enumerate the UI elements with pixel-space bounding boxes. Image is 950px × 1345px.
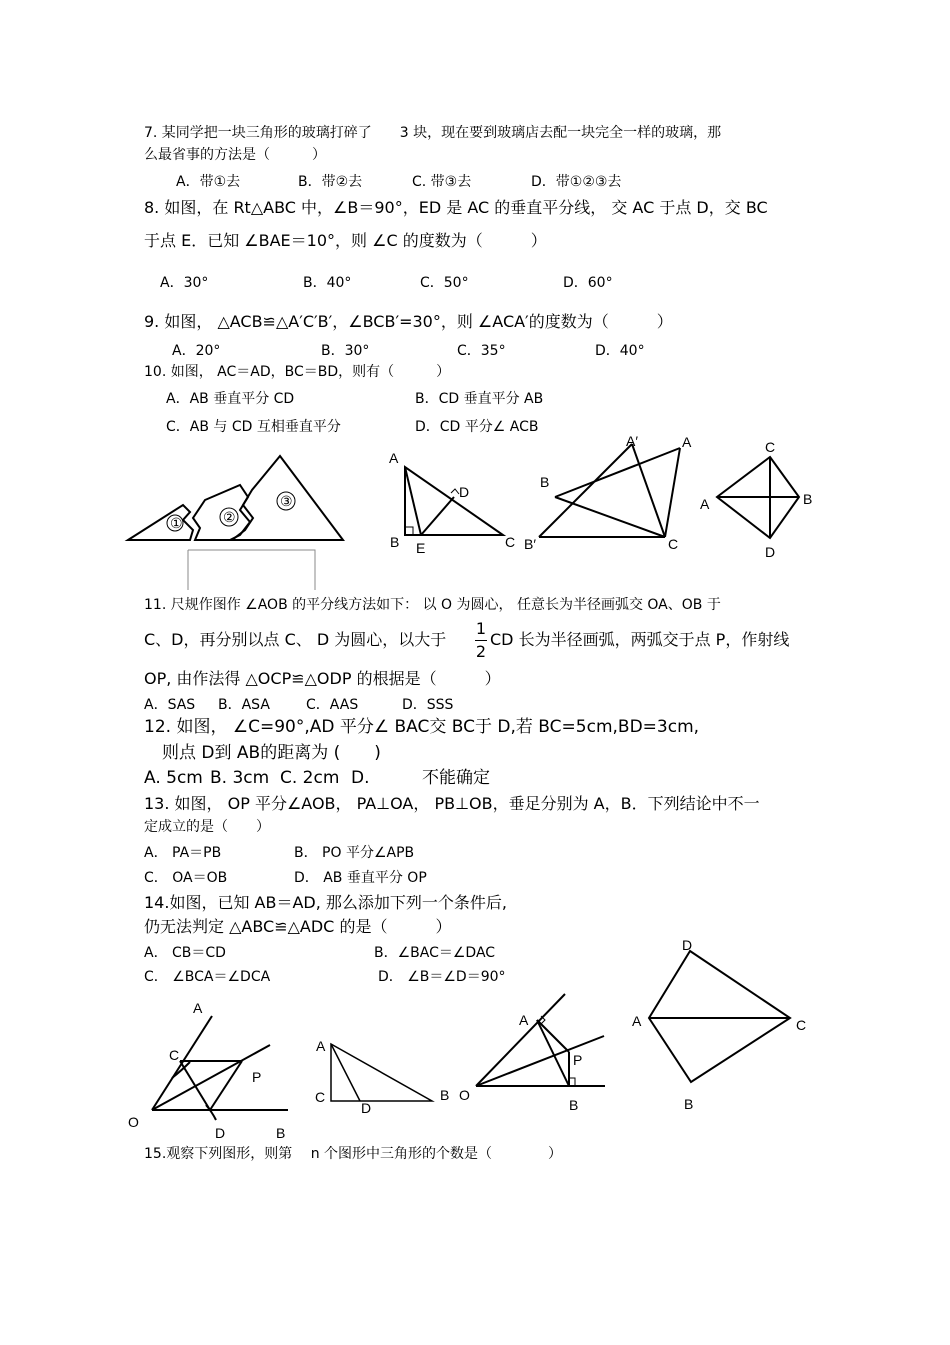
fig12-label-a: A [316,1038,326,1054]
fig8-label-d: D [459,484,470,500]
fig13-label-b: B [569,1097,579,1113]
fig13-label-o: O [459,1087,470,1103]
q12-option-d: D. [351,768,370,788]
q13-stem-line2: 定成立的是（ ） [144,819,270,835]
q11-stem-line1: 11. 尺规作图作 ∠AOB 的平分线方法如下： 以 O 为圆心， 任意长为半径画弧交 OA、OB 于 [144,597,721,613]
q9-option-d: D．40° [595,343,645,359]
fig10-label-d: D [765,544,776,560]
fig9-label-b-prime: B′ [524,536,536,552]
glass-label-1: ① [170,515,183,531]
fig11-label-c: C [169,1047,180,1063]
q13-option-a: A． PA＝PB [144,845,222,861]
q13-option-c: C． OA＝OB [144,870,228,886]
fig14-label-a: A [632,1013,642,1029]
q7-stem-line1: 7. 某同学把一块三角形的玻璃打碎了 3 块，现在要到玻璃店去配一块完全一样的玻璃，那 [144,125,722,141]
q11-stem-line2a: C、D，再分别以点 C、 D 为圆心，以大于 [144,630,447,649]
fig9-label-c: C [668,536,679,552]
q12-option-a: A. 5cm [144,768,203,788]
q14-option-c: C． ∠BCA＝∠DCA [144,969,271,985]
q9-stem: 9. 如图， △ACB≌△A′C′B′，∠BCB′=30°，则 ∠ACA′的度数为（ ） [144,312,673,331]
q9-option-a: A．20° [172,343,221,359]
q10-option-b: B．CD 垂直平分 AB [415,391,544,407]
q7-option-b: B．带②去 [298,174,363,190]
fig8-label-a: A [389,450,399,466]
q14-option-b: B．∠BAC＝∠DAC [374,945,496,961]
q10-option-c: C．AB 与 CD 互相垂直平分 [166,419,341,435]
q8-option-c: C．50° [420,275,469,291]
q12-stem-line1: 12. 如图， ∠C=90°,AD 平分∠ BAC交 BC于 D,若 BC=5cm,BD=3cm, [144,717,700,737]
q11-fraction-numerator: 1 [475,619,487,638]
q11-option-c: C．AAS [306,697,359,713]
q7-option-a: A．带①去 [176,174,241,190]
fig9-label-a: A [682,434,692,450]
fig11-label-b: B [276,1125,286,1141]
fig14-label-c: C [796,1017,807,1033]
q12-option-b: B. 3cm [210,768,270,788]
q7-option-c: C. 带③去 [412,174,472,190]
fig9-label-a-prime: A′ [626,433,638,449]
fig13-label-a: A [519,1012,529,1028]
q14-stem-line2: 仍无法判定 △ABC≌△ADC 的是（ ） [144,917,452,936]
q12-option-c: C. 2cm [280,768,340,788]
q11-stem-line2b: CD 长为半径画弧，两弧交于点 P，作射线 [490,630,790,649]
q8-stem-line2: 于点 E．已知 ∠BAE＝10°，则 ∠C 的度数为（ ） [144,231,547,250]
fig8-label-b: B [390,534,400,550]
glass-label-3: ③ [280,493,293,509]
q14-stem-line1: 14.如图，已知 AB＝AD, 那么添加下列一个条件后, [144,893,507,912]
q15-stem: 15.观察下列图形，则第 n 个图形中三角形的个数是（ ） [144,1146,563,1162]
fig14-label-d: D [682,937,693,953]
fig9-label-b: B [540,474,550,490]
q8-option-a: A．30° [160,275,209,291]
fig10-label-a: A [700,496,710,512]
q10-stem: 10. 如图， AC＝AD，BC＝BD，则有（ ） [144,364,451,380]
q14-option-a: A． CB＝CD [144,945,226,961]
q12-option-d-text: 不能确定 [422,768,490,788]
fig13-label-p: P [573,1052,583,1068]
fig10-label-c: C [765,439,776,455]
q12-stem-line2: 则点 D到 AB的距离为 ( ) [162,743,381,763]
fig11-label-p: P [252,1069,262,1085]
q9-option-c: C．35° [457,343,506,359]
q11-option-b: B．ASA [218,697,270,713]
q10-option-a: A．AB 垂直平分 CD [166,391,295,407]
q13-option-d: D． AB 垂直平分 OP [294,870,427,886]
q11-option-d: D．SSS [402,697,454,713]
fig14-label-b: B [684,1096,694,1112]
q14-option-d: D． ∠B＝∠D＝90° [378,969,506,985]
q8-stem-line1: 8. 如图，在 Rt△ABC 中，∠B＝90°，ED 是 AC 的垂直平分线， 交 AC 于点 D，交 BC [144,198,768,217]
fig11-label-a: A [193,1000,203,1016]
q13-option-b: B． PO 平分∠APB [294,845,415,861]
q9-option-b: B．30° [321,343,370,359]
q10-option-d: D．CD 平分∠ ACB [415,419,539,435]
q11-stem-line3: OP, 由作法得 △OCP≌△ODP 的根据是（ ） [144,669,501,688]
glass-label-2: ② [223,509,236,525]
q11-option-a: A．SAS [144,697,196,713]
q7-option-d: D．带①②③去 [531,174,622,190]
fig8-label-e: E [416,540,426,556]
q8-option-d: D．60° [563,275,613,291]
q11-fraction-denominator: 2 [475,642,487,661]
fig11-label-d: D [215,1125,226,1141]
fig8-label-c: C [505,534,516,550]
q13-stem-line1: 13. 如图， OP 平分∠AOB， PA⊥OA， PB⊥OB，垂足分别为 A，B．下列结论中不一 [144,794,760,813]
fig10-label-b: B [803,491,813,507]
fig11-label-o: O [128,1114,139,1130]
fig12-label-d: D [361,1100,372,1116]
fig12-label-c: C [315,1089,326,1105]
q8-option-b: B．40° [303,275,352,291]
q7-stem-line2: 么最省事的方法是（ ） [144,147,326,163]
fig12-label-b: B [440,1087,450,1103]
